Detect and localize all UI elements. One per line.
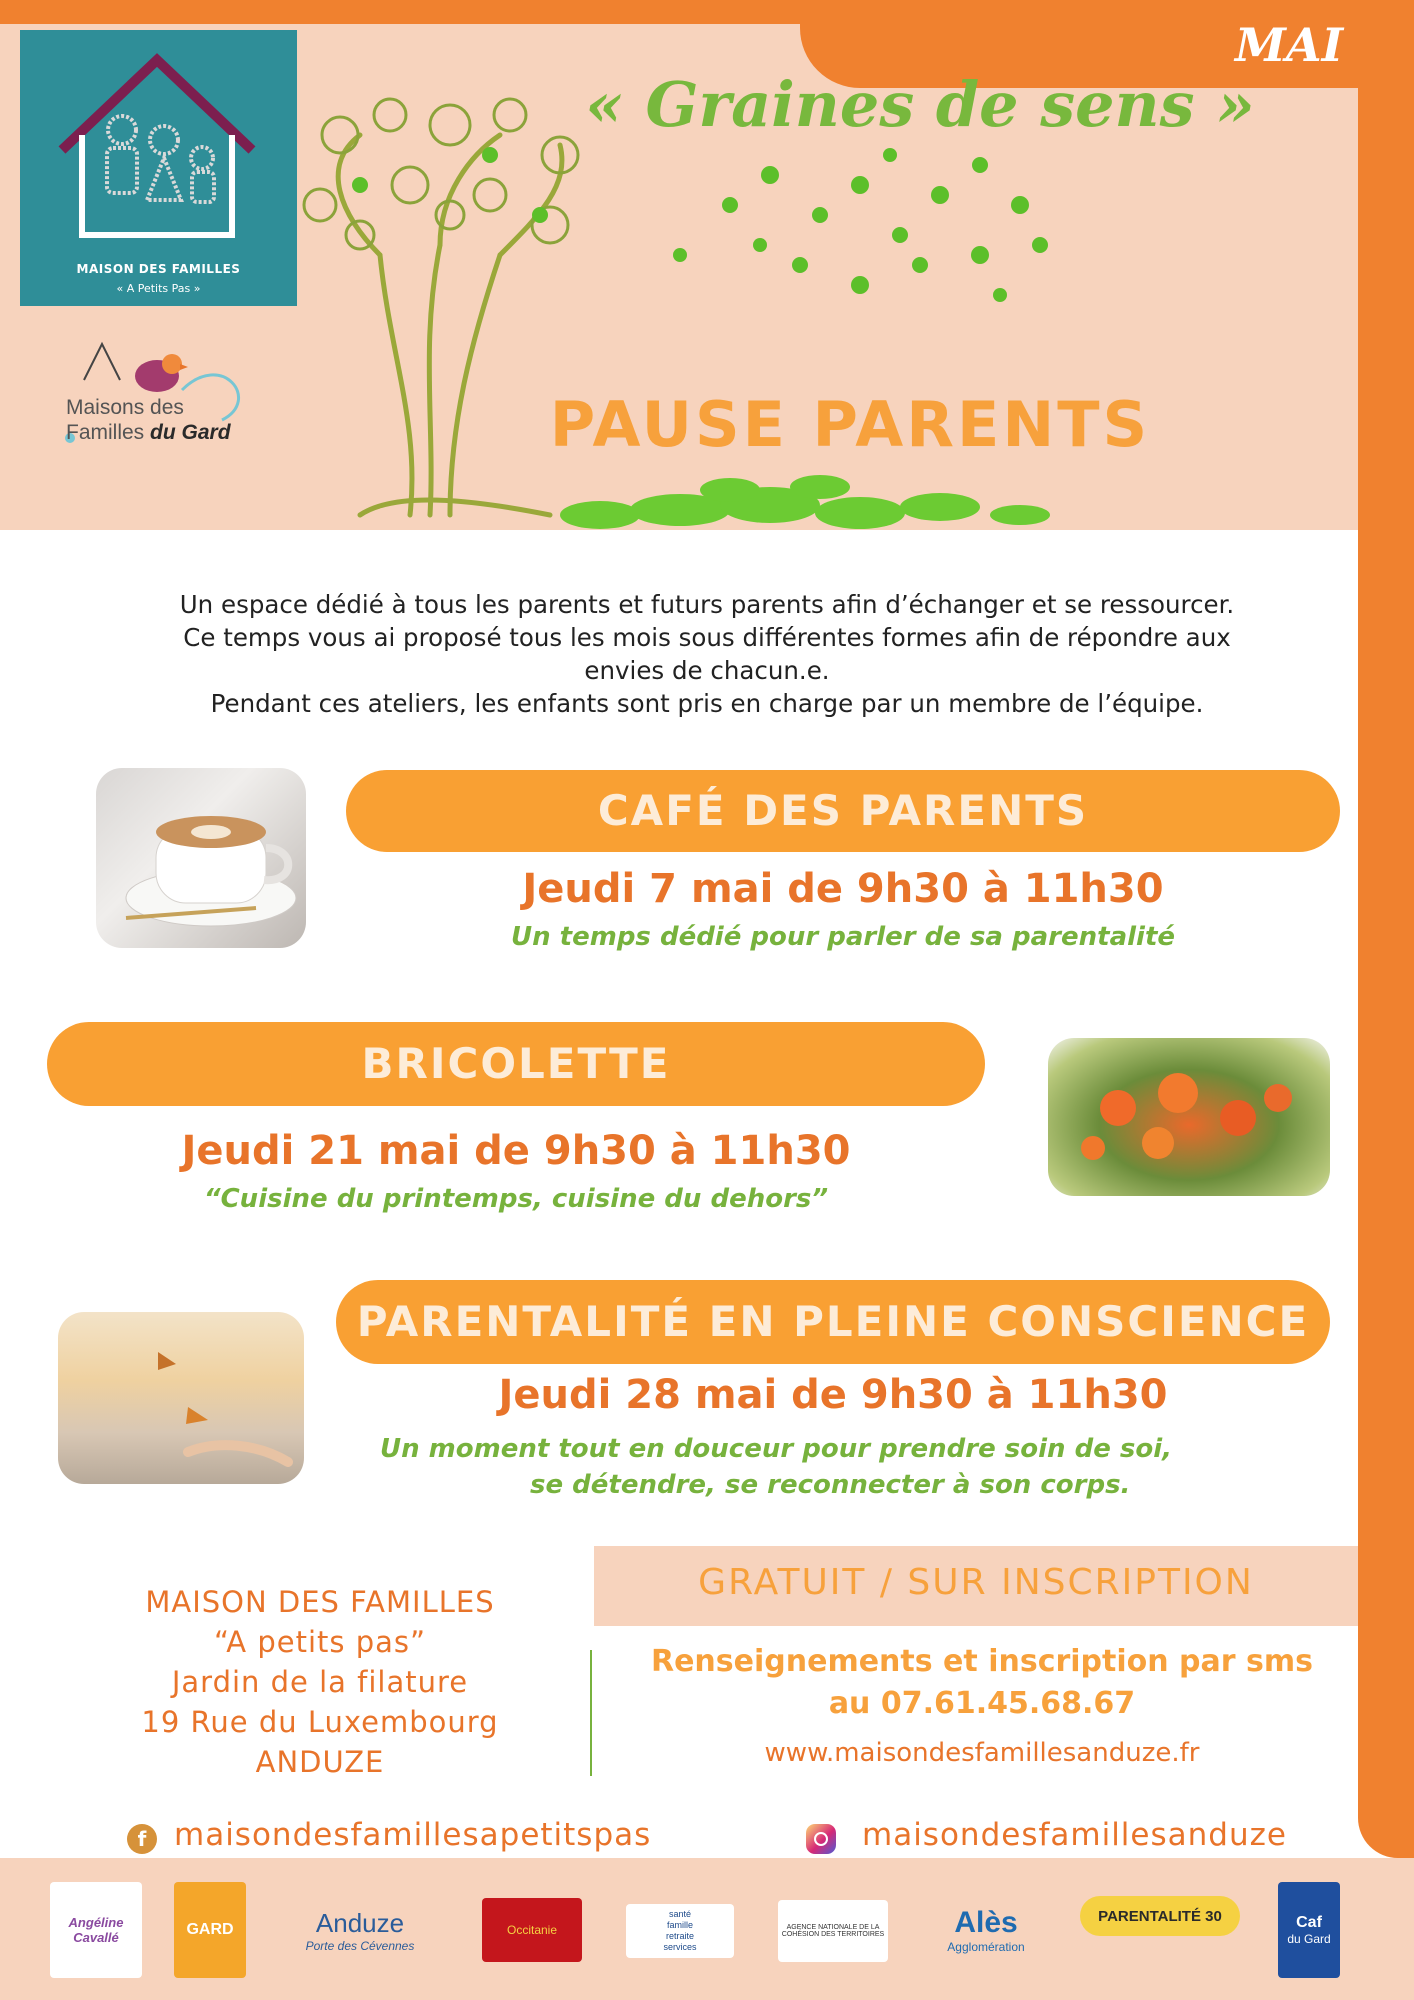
event-date-bricolette: Jeudi 21 mai de 9h30 à 11h30 bbox=[181, 1128, 851, 1174]
facebook-icon[interactable]: f bbox=[127, 1824, 157, 1854]
partner-logo-anduze bbox=[280, 1882, 440, 1978]
event-tagline-bricolette: “Cuisine du printemps, cuisine du dehors” bbox=[203, 1184, 829, 1214]
address-line: MAISON DES FAMILLES bbox=[145, 1585, 495, 1619]
event-tagline-line2: se détendre, se reconnecter à son corps. bbox=[530, 1470, 1131, 1500]
vertical-divider bbox=[590, 1650, 592, 1776]
poster-subtitle: PAUSE PARENTS bbox=[549, 388, 1151, 461]
gard-logo-line1: Maisons des bbox=[66, 396, 184, 419]
partner-logo-parentalite-30 bbox=[1080, 1896, 1240, 1936]
partner-name: PARENTALITÉ 30 bbox=[1098, 1907, 1222, 1925]
partner-logo-ales bbox=[930, 1882, 1042, 1978]
event-tagline-line1: Un moment tout en douceur pour prendre soin de soi, bbox=[380, 1434, 1173, 1464]
partner-logo-anct bbox=[778, 1900, 888, 1962]
butterfly-hand-photo bbox=[58, 1312, 304, 1484]
salad-photo bbox=[1048, 1038, 1330, 1196]
partner-name: Occitanie bbox=[506, 1923, 558, 1937]
event-title-parentalite-pleine-conscience: PARENTALITÉ EN PLEINE CONSCIENCE bbox=[336, 1280, 1330, 1364]
gard-logo-line2 bbox=[66, 421, 231, 445]
partner-logo-msa bbox=[626, 1904, 734, 1958]
event-date-parentalite-pleine-conscience: Jeudi 28 mai de 9h30 à 11h30 bbox=[498, 1372, 1168, 1418]
gard-logo-familles: Familles bbox=[66, 421, 151, 444]
event-title-bricolette: BRICOLETTE bbox=[47, 1022, 985, 1106]
partner-name: AGENCE NATIONALE DE LA COHÉSION DES TERRITOIRES bbox=[781, 1924, 885, 1938]
intro-line: Pendant ces ateliers, les enfants sont pris en charge par un membre de l’équipe. bbox=[210, 689, 1204, 718]
address-line: 19 Rue du Luxembourg bbox=[141, 1705, 499, 1739]
intro-text bbox=[50, 588, 1364, 720]
partner-name: Alès bbox=[954, 1906, 1018, 1939]
logo-name: MAISON DES FAMILLES bbox=[76, 262, 241, 276]
partner-logo-angeline-cavalle bbox=[50, 1882, 142, 1978]
logo-subname: « A Petits Pas » bbox=[116, 282, 201, 295]
partner-name: GARD bbox=[186, 1921, 234, 1938]
partner-name: Angéline Cavallé bbox=[68, 1915, 124, 1945]
tree-illustration bbox=[300, 95, 1100, 555]
partner-line: retraite bbox=[665, 1931, 694, 1941]
intro-line: Un espace dédié à tous les parents et futurs parents afin d’échanger et se ressourcer. bbox=[179, 590, 1235, 619]
address-block bbox=[100, 1582, 540, 1782]
partner-logo-gard bbox=[174, 1882, 246, 1978]
partner-line: services bbox=[663, 1942, 697, 1952]
gratuit-badge: GRATUIT / SUR INSCRIPTION bbox=[698, 1562, 1254, 1603]
gard-logo-du-gard: du Gard bbox=[150, 421, 231, 444]
partner-line: famille bbox=[666, 1920, 693, 1930]
partner-name: Caf bbox=[1296, 1914, 1322, 1931]
partner-subname: du Gard bbox=[1287, 1932, 1331, 1946]
family-house-icon bbox=[52, 40, 262, 240]
instagram-handle[interactable]: maisondesfamillesanduze bbox=[862, 1817, 1287, 1853]
partner-subname: Agglomération bbox=[947, 1940, 1025, 1954]
intro-line: envies de chacun.e. bbox=[584, 656, 830, 685]
coffee-cup-photo bbox=[96, 768, 306, 948]
partner-subname: Porte des Cévennes bbox=[305, 1938, 415, 1953]
event-tagline-cafe-des-parents: Un temps dédié pour parler de sa parentalité bbox=[510, 922, 1176, 952]
poster-title: « Graines de sens » bbox=[585, 68, 1255, 141]
month-label: MAI bbox=[1235, 18, 1344, 72]
partner-logo-caf bbox=[1278, 1882, 1340, 1978]
address-line: ANDUZE bbox=[255, 1745, 385, 1779]
partner-line: santé bbox=[668, 1909, 692, 1919]
sms-info-line1: Renseignements et inscription par sms bbox=[650, 1644, 1313, 1679]
right-orange-strip bbox=[1358, 0, 1414, 1858]
facebook-handle[interactable]: maisondesfamillesapetitspas bbox=[174, 1817, 652, 1853]
address-line: “A petits pas” bbox=[213, 1625, 427, 1659]
website-link[interactable]: www.maisondesfamillesanduze.fr bbox=[764, 1738, 1200, 1768]
intro-line: Ce temps vous ai proposé tous les mois sous différentes formes afin de répondre aux bbox=[183, 623, 1231, 652]
partner-name: Anduze bbox=[315, 1907, 405, 1938]
event-date-cafe-des-parents: Jeudi 7 mai de 9h30 à 11h30 bbox=[522, 866, 1164, 912]
event-title-cafe-des-parents: CAFÉ DES PARENTS bbox=[346, 770, 1340, 852]
instagram-icon[interactable] bbox=[806, 1824, 836, 1854]
sms-phone-number[interactable]: au 07.61.45.68.67 bbox=[828, 1686, 1136, 1721]
address-line: Jardin de la filature bbox=[171, 1665, 469, 1699]
partner-logo-occitanie bbox=[482, 1898, 582, 1962]
